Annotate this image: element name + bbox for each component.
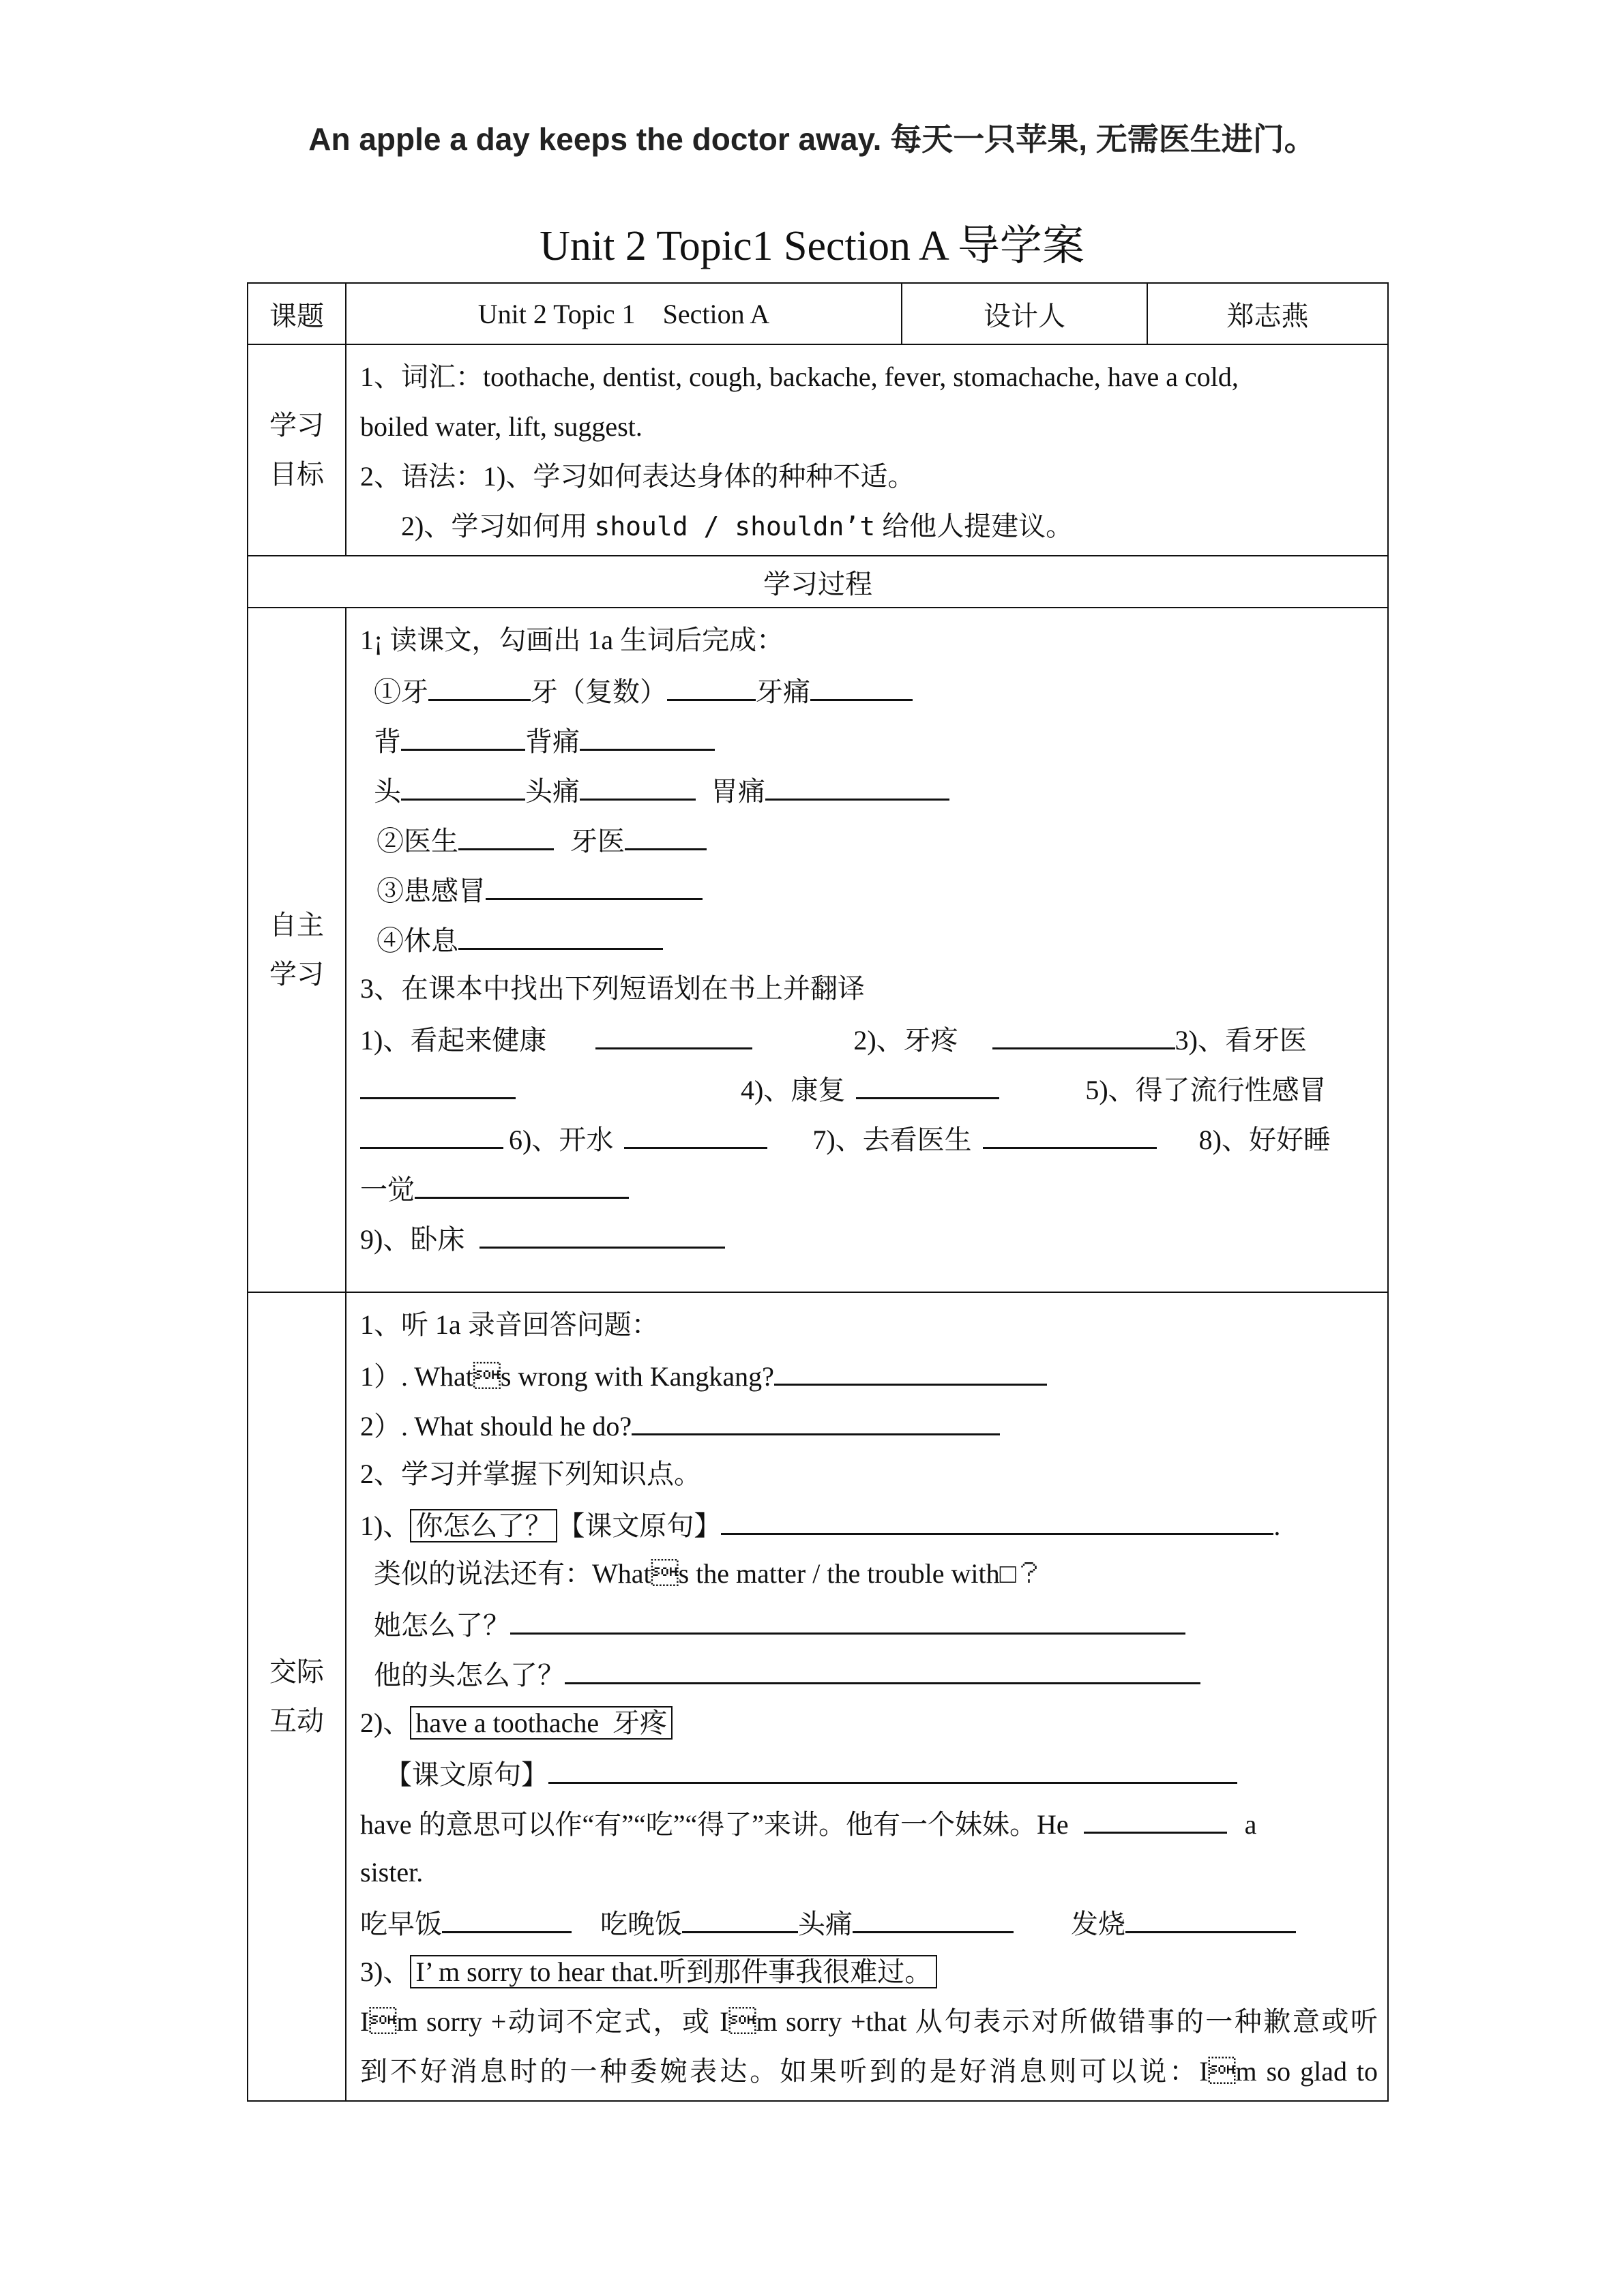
vocab-line: ④休息 — [360, 914, 1378, 964]
page-title: Unit 2 Topic1 Section A 导学案 — [540, 223, 1084, 269]
answer-blank[interactable] — [548, 1748, 1237, 1784]
objective-line: 1、词汇：toothache, dentist, cough, backache, fever, stomachache, have a cold, — [360, 361, 1239, 392]
knowledge-line: sister. — [360, 1857, 424, 1888]
key-phrase-box: have a toothache 牙疼 — [410, 1706, 673, 1740]
answer-blank[interactable] — [428, 665, 531, 701]
key-phrase-box: 你怎么了？ — [410, 1509, 557, 1542]
objectives-label: 学习 目标 — [248, 344, 346, 556]
interaction-content — [346, 1292, 1388, 2101]
phrase-line: 4)、康复 5)、得了流行性感冒 — [360, 1063, 1378, 1113]
vocab-line: 背 背痛 — [360, 715, 1378, 764]
answer-blank[interactable] — [682, 1897, 798, 1933]
answer-blank[interactable] — [458, 914, 663, 950]
answer-blank[interactable] — [774, 1350, 1047, 1386]
interaction-row — [248, 1292, 1388, 2101]
knowledge-line: 到不好消息时的一种委婉表达。如果听到的是好消息则可以说：Im so glad to — [360, 2056, 1378, 2087]
answer-blank[interactable] — [632, 1399, 1000, 1435]
self-study-row — [248, 608, 1388, 1292]
answer-blank[interactable] — [1125, 1897, 1296, 1933]
knowledge-line: 他的头怎么了？ — [360, 1648, 1378, 1698]
vocab-line: ①牙 牙（复数） 牙痛 — [360, 665, 1378, 715]
process-row — [248, 556, 1388, 608]
question-line: 2）. What should he do? — [360, 1399, 1378, 1449]
instruction-line: 1¡ 读课文，勾画出 1a 生词后完成： — [360, 625, 784, 655]
answer-blank[interactable] — [721, 1499, 1273, 1535]
answer-blank[interactable] — [360, 1113, 503, 1149]
answer-blank[interactable] — [856, 1063, 999, 1099]
knowledge-line: 她怎么了？ — [360, 1598, 1378, 1648]
phrase-line: 1)、看起来健康 2)、牙疼 3)、看牙医 — [360, 1013, 1378, 1063]
key-phrase-box: I’ m sorry to hear that.听到那件事我很难过。 — [410, 1955, 937, 1988]
answer-blank[interactable] — [595, 1013, 752, 1049]
answer-blank[interactable] — [810, 665, 913, 701]
objective-line: 2)、学习如何用 should / shouldn’t 给他人提建议。 — [401, 511, 1074, 541]
answer-blank[interactable] — [580, 715, 715, 751]
answer-blank[interactable] — [624, 1113, 767, 1149]
topic-label: 课题 — [248, 283, 346, 344]
instruction-line: 3、在课本中找出下列短语划在书上并翻译 — [360, 973, 865, 1004]
answer-blank[interactable] — [401, 715, 525, 751]
answer-blank[interactable] — [1084, 1798, 1227, 1834]
answer-blank[interactable] — [486, 864, 703, 900]
objectives-row — [248, 344, 1388, 556]
answer-blank[interactable] — [401, 764, 525, 801]
answer-blank[interactable] — [565, 1648, 1200, 1684]
vocab-line: ②医生 牙医 — [360, 814, 1378, 864]
designer-label: 设计人 — [902, 283, 1147, 344]
vocab-line: ③患感冒 — [360, 864, 1378, 914]
phrase-line: 6)、开水 7)、去看医生 8)、好好睡 — [360, 1113, 1378, 1163]
instruction-line: 2、学习并掌握下列知识点。 — [360, 1459, 701, 1489]
header-row — [248, 283, 1388, 344]
answer-blank[interactable] — [510, 1598, 1185, 1635]
answer-blank[interactable] — [360, 1063, 516, 1099]
objectives-content — [346, 344, 1388, 556]
knowledge-line: 2)、 have a toothache 牙疼 — [360, 1698, 1378, 1748]
knowledge-line: have 的意思可以作“有”“吃”“得了”来讲。他有一个妹妹。He a — [360, 1798, 1378, 1847]
answer-blank[interactable] — [580, 764, 696, 801]
instruction-line: 1、听 1a 录音回答问题： — [360, 1309, 659, 1340]
page-motto: An apple a day keeps the doctor away. 每天一只苹果, 无需医生进门。 — [308, 121, 1316, 157]
objective-line: 2、语法：1)、学习如何表达身体的种种不适。 — [360, 461, 915, 492]
answer-blank[interactable] — [667, 665, 756, 701]
answer-blank[interactable] — [765, 764, 949, 801]
answer-blank[interactable] — [442, 1897, 572, 1933]
topic-value: Unit 2 Topic 1 Section A — [346, 283, 902, 344]
phrase-line: 一觉 — [360, 1163, 1378, 1212]
knowledge-line: 类似的说法还有：Whats the matter / the trouble with□？ — [374, 1558, 1044, 1589]
self-study-content — [346, 608, 1388, 1292]
vocab-line: 头 头痛 胃痛 — [360, 764, 1378, 814]
answer-blank[interactable] — [479, 1212, 725, 1249]
objective-line: boiled water, lift, suggest. — [360, 411, 643, 442]
answer-blank[interactable] — [983, 1113, 1157, 1149]
knowledge-line: Im sorry +动词不定式，或 Im sorry +that 从句表示对所做错事的一种歉意或听 — [360, 2006, 1378, 2037]
interaction-label: 交际 互动 — [248, 1292, 346, 2101]
answer-blank[interactable] — [415, 1163, 629, 1199]
designer-name: 郑志燕 — [1147, 283, 1388, 344]
study-guide-table — [247, 282, 1389, 2102]
knowledge-line: 【课文原句】 — [360, 1748, 1378, 1798]
self-study-label: 自主 学习 — [248, 608, 346, 1292]
process-heading: 学习过程 — [248, 556, 1388, 608]
question-line: 1）. Whats wrong with Kangkang? — [360, 1350, 1378, 1399]
knowledge-line: 3)、 I’ m sorry to hear that.听到那件事我很难过。 — [360, 1947, 1378, 1997]
answer-blank[interactable] — [625, 814, 707, 850]
knowledge-line: 吃早饭 吃晚饭 头痛 发烧 — [360, 1897, 1378, 1947]
answer-blank[interactable] — [992, 1013, 1175, 1049]
phrase-line: 9)、卧床 — [360, 1212, 1378, 1262]
knowledge-line: 1)、 你怎么了？ 【课文原句】 . — [360, 1499, 1378, 1549]
answer-blank[interactable] — [853, 1897, 1014, 1933]
answer-blank[interactable] — [458, 814, 554, 850]
